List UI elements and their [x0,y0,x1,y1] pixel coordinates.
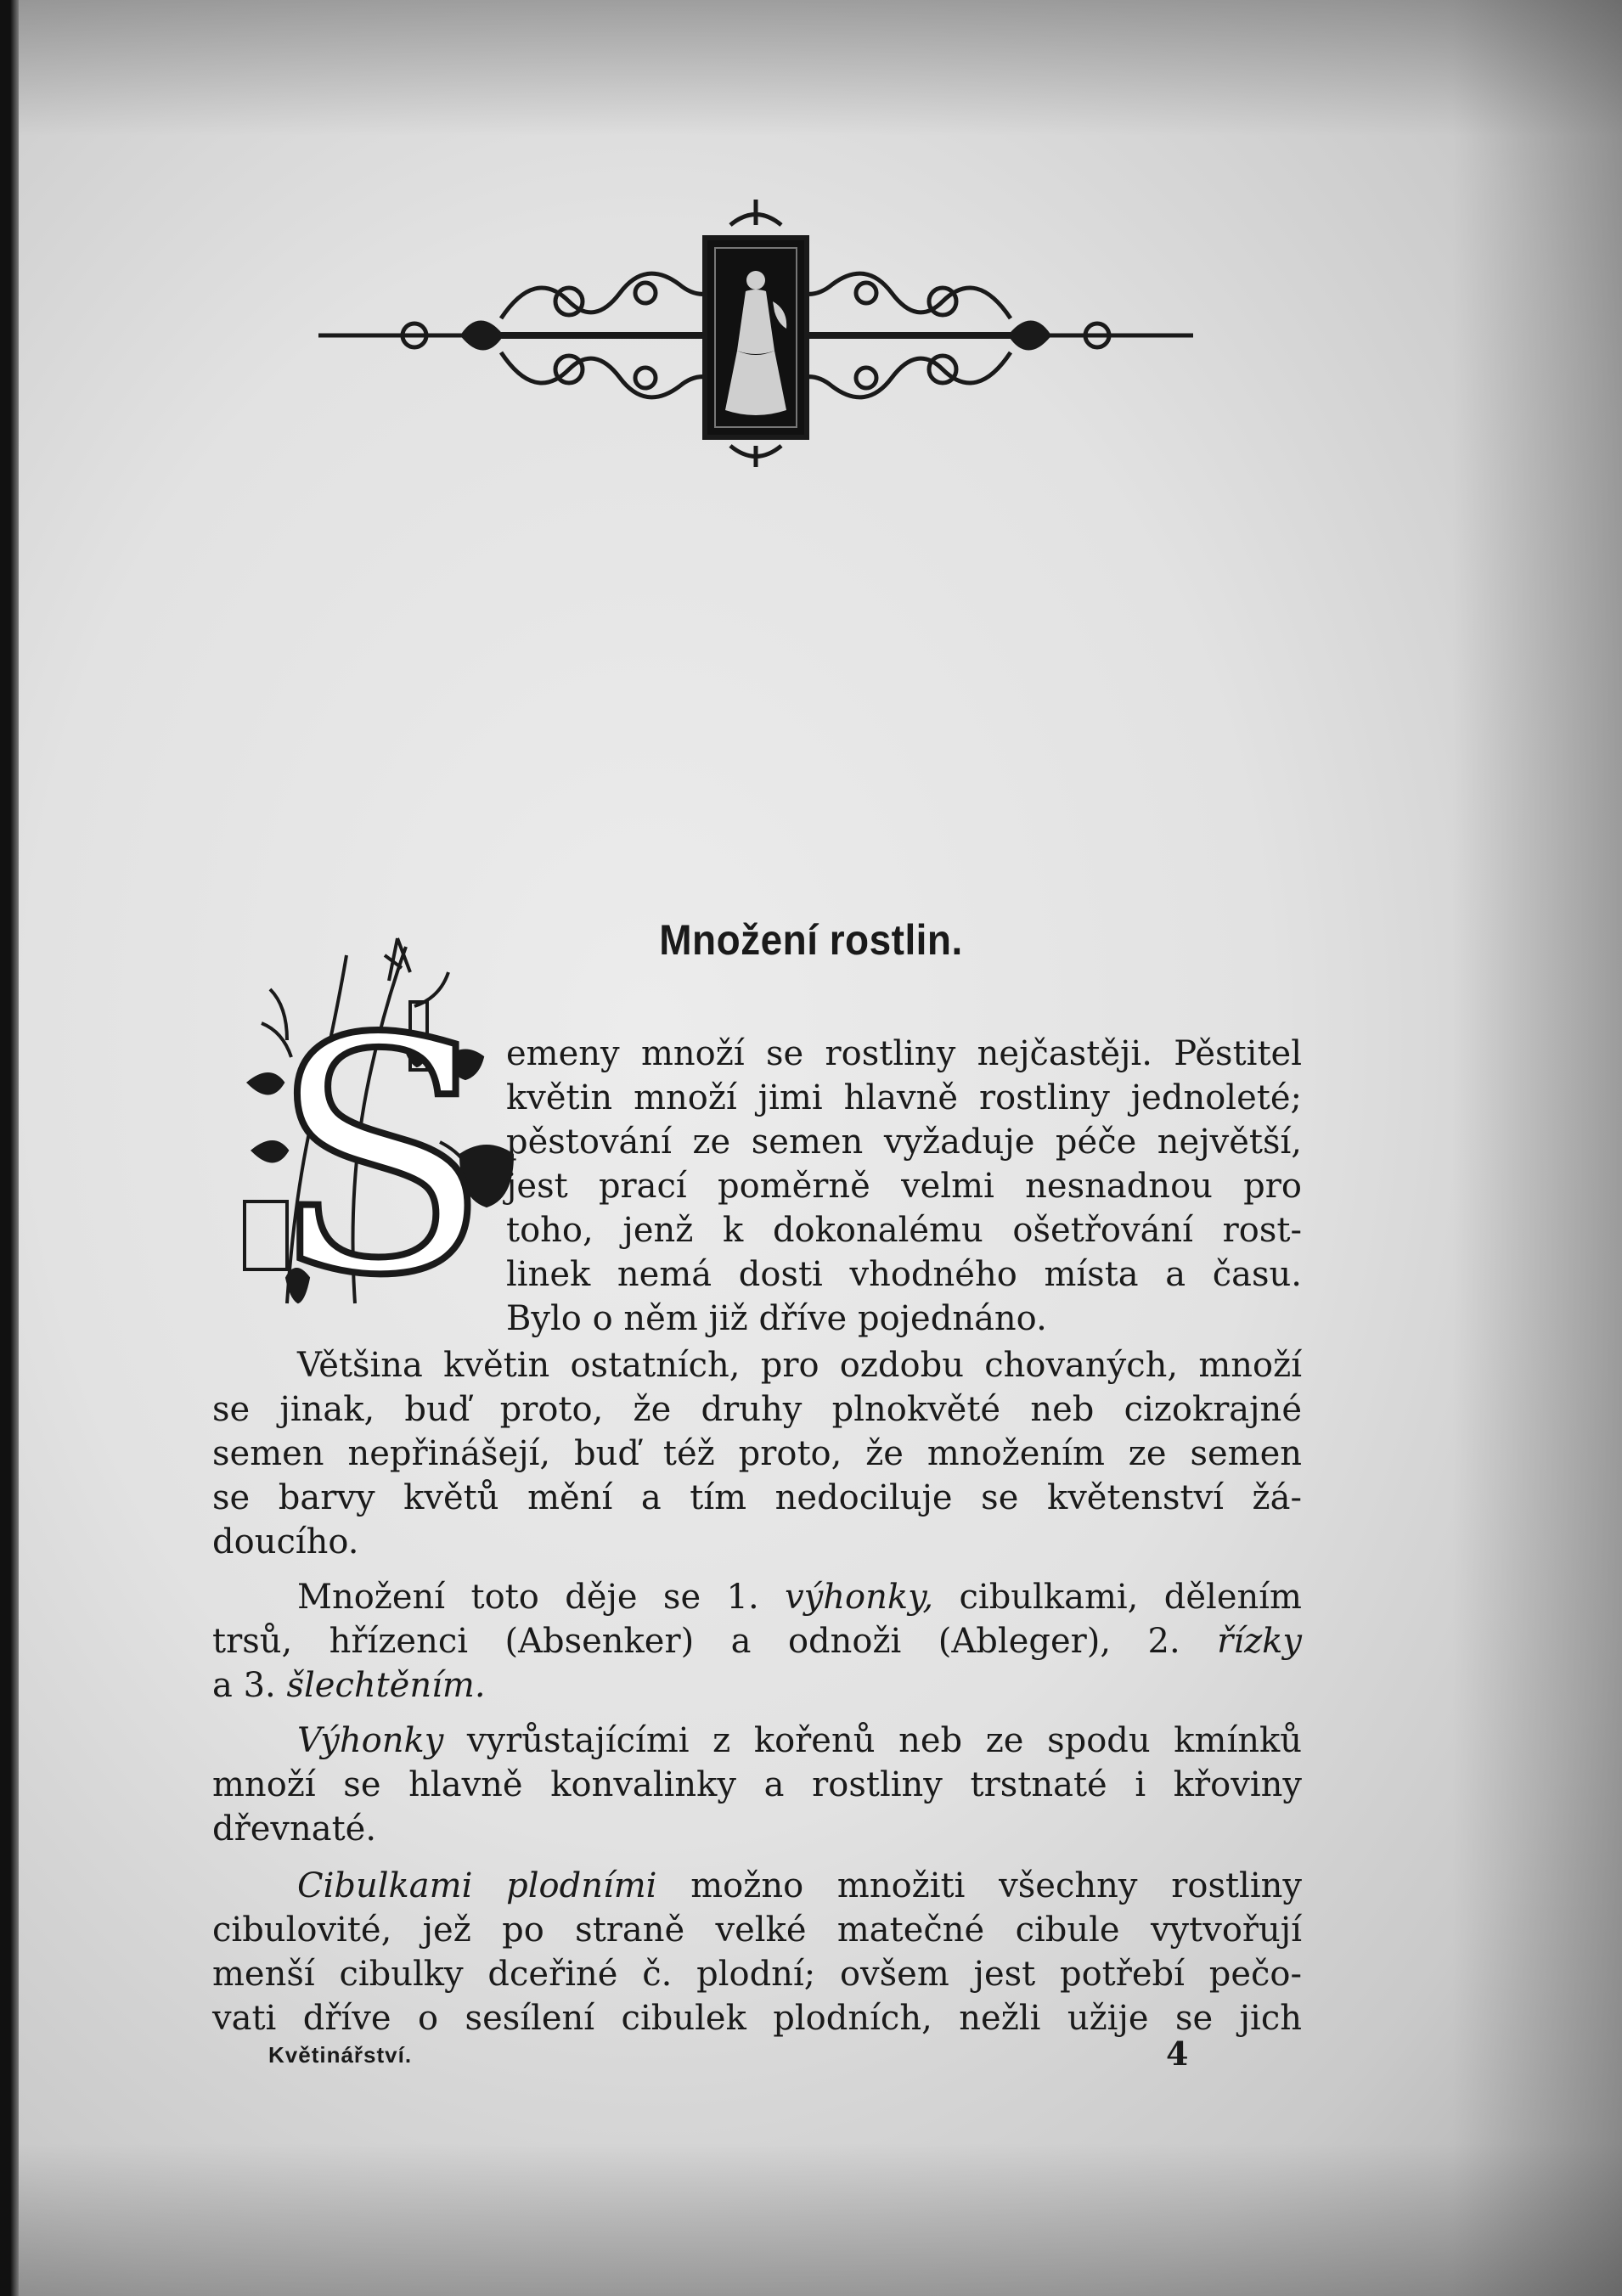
signature-mark: Květinářství. [268,2042,413,2068]
text-segment: Většina květin ostatních, pro ozdobu chovaných, množí [297,1346,1302,1385]
page-shadow-top [0,0,1622,136]
text-line [297,1575,1302,1619]
text-segment: dřevnaté. [212,1809,377,1849]
text-segment: jest prací poměrně velmi nesnadnou pro [506,1167,1302,1206]
text-segment: menší cibulky dceřiné č. plodní; ovšem jest potřebí pečo- [212,1955,1302,1994]
initial-letter-glyph: S [270,970,492,1329]
italic-term: Výhonky [297,1721,444,1760]
italic-term: řízky [1217,1622,1302,1661]
text-segment: květin množí jimi hlavně rostliny jednoleté; [506,1078,1302,1117]
text-segment: trsů, hřízenci (Absenker) a odnoži (Ableger), 2. [212,1622,1218,1661]
text-segment: linek nemá dosti vhodného místa a času. [506,1255,1302,1294]
binding-edge [0,0,19,2296]
italic-term: výhonky, [785,1578,934,1617]
text-line [506,1120,1302,1164]
text-line [212,1432,1302,1476]
text-line [212,1387,1302,1432]
text-line [212,1663,486,1708]
text-segment: toho, jenž k dokonalému ošetřování rost- [506,1211,1302,1250]
text-segment: cibulovité, jež po straně velké matečné cibule vytvořují [212,1911,1302,1950]
text-line [506,1164,1302,1208]
text-line [212,1520,359,1564]
text-line [212,1952,1302,1996]
text-segment: doucího. [212,1522,359,1562]
text-segment: vyrůstajícími z kořenů neb ze spodu kmínků [443,1721,1302,1760]
text-segment: možno množiti všechny rostliny [656,1866,1302,1905]
text-segment: se barvy květů mění a tím nedociluje se květenství žá- [212,1478,1302,1517]
chapter-title: Množení rostlin. [659,916,963,964]
text-segment: vati dříve o sesílení cibulek plodních, nežli užije se jich [212,1999,1302,2038]
text-segment: a 3. [212,1666,287,1705]
italic-term: šlechtěním. [286,1666,486,1705]
page-shadow-right [1452,0,1622,2296]
page-number: 4 [1166,2034,1189,2073]
text-segment: pěstování ze semen vyžaduje péče největší, [506,1123,1302,1162]
text-line [297,1864,1302,1908]
text-line [212,1996,1302,2040]
text-line [297,1343,1302,1387]
text-line [212,1908,1302,1952]
text-line [506,1208,1302,1252]
text-line [506,1032,1302,1076]
text-segment: Bylo o něm již dříve pojednáno. [506,1299,1047,1338]
headpiece-ornament [314,191,1197,471]
text-line [297,1719,1302,1763]
italic-term: Cibulkami plodními [297,1866,657,1905]
text-line [212,1619,1302,1663]
text-segment: semen nepřinášejí, buď též proto, že množením ze semen [212,1434,1302,1473]
text-segment: emeny množí se rostliny nejčastěji. Pěstitel [506,1034,1302,1073]
text-line [506,1297,1047,1341]
text-line [212,1763,1302,1807]
text-segment: množí se hlavně konvalinky a rostliny trstnaté i křoviny [212,1765,1302,1804]
text-line [506,1252,1302,1297]
text-line [212,1476,1302,1520]
text-segment: cibulkami, dělením [933,1578,1302,1617]
text-segment: Množení toto děje se 1. [297,1578,786,1617]
text-segment: se jinak, buď proto, že druhy plnokvěté neb cizokrajné [212,1390,1302,1429]
text-line [212,1807,376,1851]
page-shadow-bottom [0,2143,1622,2296]
text-line [506,1076,1302,1120]
decorated-initial-letter [236,930,525,1329]
